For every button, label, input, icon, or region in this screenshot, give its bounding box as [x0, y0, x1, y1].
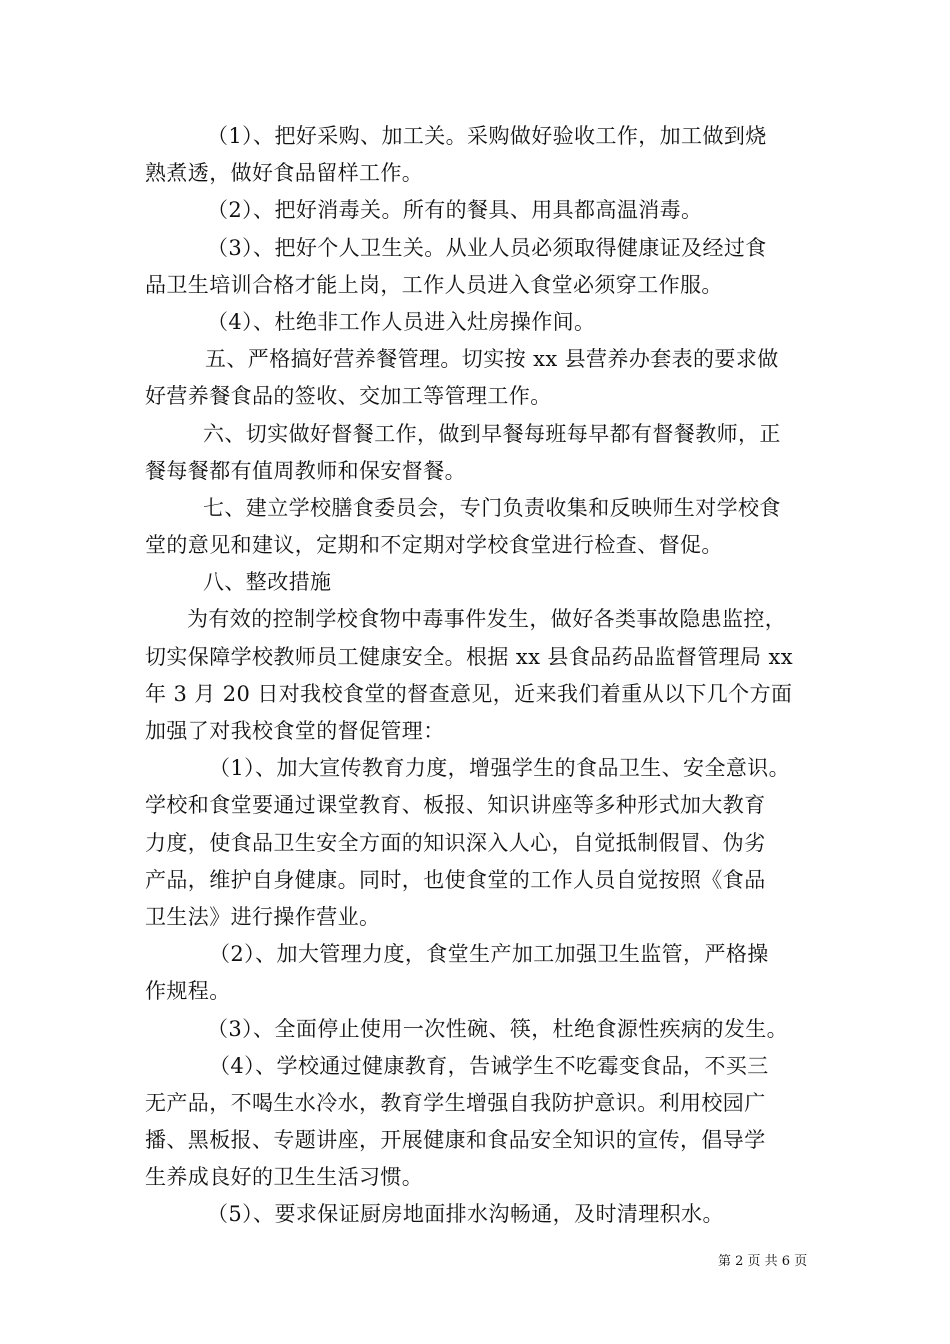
text-line: 六、切实做好督餐工作，做到早餐每班每早都有督餐教师，正 [203, 421, 781, 446]
text-line: 熟煮透，做好食品留样工作。 [145, 161, 424, 186]
text-line: 为有效的控制学校食物中毒事件发生，做好各类事故隐患监控， [187, 607, 787, 632]
text-line: （1）、把好采购、加工关。采购做好验收工作，加工做到烧 [207, 124, 767, 148]
text-line: 年 3 月 20 日对我校食堂的督查意见，近来我们着重从以下几个方面 [145, 681, 793, 706]
text-line: 学校和食堂要通过课堂教育、板报、知识讲座等多种形式加大教育 [145, 793, 766, 818]
text-line: 品卫生培训合格才能上岗，工作人员进入食堂必须穿工作服。 [145, 272, 723, 297]
text-line: 加强了对我校食堂的督促管理： [145, 719, 445, 743]
text-line: 五、严格搞好营养餐管理。切实按 xx 县营养办套表的要求做 [205, 347, 779, 372]
text-line: 堂的意见和建议，定期和不定期对学校食堂进行检查、督促。 [145, 533, 723, 558]
text-line: 作规程。 [145, 979, 231, 1004]
text-line: 餐每餐都有值周教师和保安督餐。 [145, 458, 466, 483]
text-line: （3）、把好个人卫生关。从业人员必须取得健康证及经过食 [207, 235, 767, 260]
text-line: 七、建立学校膳食委员会，专门负责收集和反映师生对学校食 [203, 495, 781, 520]
text-line: （4）、杜绝非工作人员进入灶房操作间。 [207, 309, 596, 334]
text-line: 播、黑板报、专题讲座，开展健康和食品安全知识的宣传，倡导学 [145, 1128, 766, 1153]
page-number: 第 2 页 共 6 页 [718, 1254, 808, 1269]
text-line: 力度，使食品卫生安全方面的知识深入人心，自觉抵制假冒、伪劣 [145, 830, 766, 855]
text-line: （2）、把好消毒关。所有的餐具、用具都高温消毒。 [207, 198, 703, 223]
text-line: 生养成良好的卫生生活习惯。 [145, 1165, 424, 1190]
section-heading: 八、整改措施 [203, 570, 332, 595]
text-line: 产品，维护自身健康。同时，也使食堂的工作人员自觉按照《食品 [145, 867, 766, 892]
text-line: 切实保障学校教师员工健康安全。根据 xx 县食品药品监督管理局 xx [145, 644, 793, 669]
text-line: 无产品，不喝生水冷水，教育学生增强自我防护意识。利用校园广 [145, 1090, 766, 1115]
text-line: （4）、学校通过健康教育，告诫学生不吃霉变食品，不买三 [209, 1053, 769, 1078]
text-line: （5）、要求保证厨房地面排水沟畅通，及时清理积水。 [207, 1202, 724, 1227]
text-line: （1）、加大宣传教育力度，增强学生的食品卫生、安全意识。 [209, 756, 791, 781]
document-body [145, 118, 825, 1234]
text-line: （3）、全面停止使用一次性碗、筷，杜绝食源性疾病的发生。 [207, 1016, 789, 1041]
text-line: （2）、加大管理力度，食堂生产加工加强卫生监管，严格操 [209, 942, 769, 967]
text-line: 好营养餐食品的签收、交加工等管理工作。 [145, 384, 552, 409]
text-line: 卫生法》进行操作营业。 [145, 904, 381, 929]
